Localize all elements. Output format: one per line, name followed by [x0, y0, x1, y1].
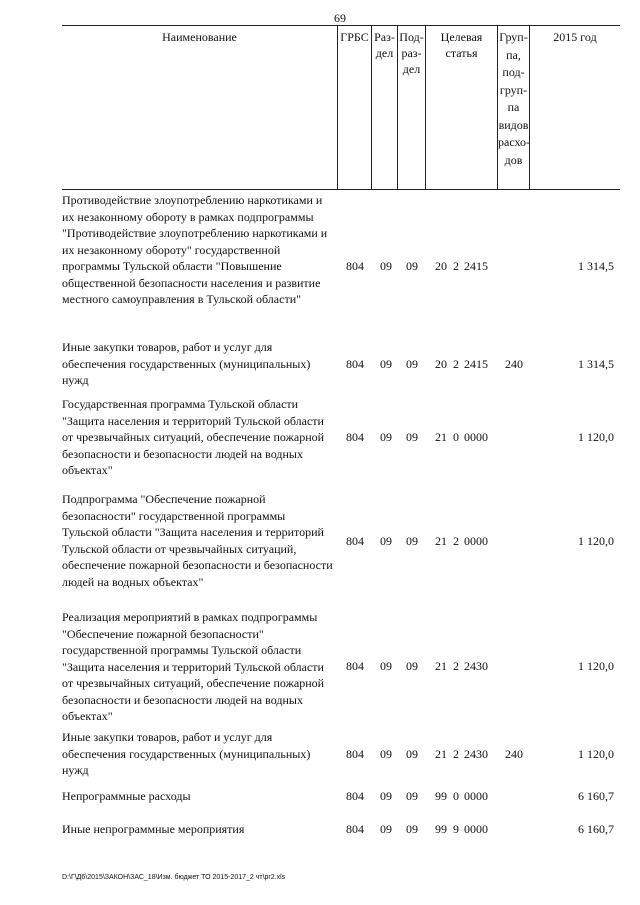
row-razdel: 09	[380, 789, 392, 803]
row-razdel: 09	[380, 534, 392, 548]
row-grbs: 804	[346, 822, 364, 836]
header-razdel: Раз- дел	[372, 26, 398, 189]
row-cs-subprogram: 9	[453, 822, 459, 836]
row-amount: 6 160,7	[578, 789, 614, 803]
row-cs-program: 21	[435, 534, 447, 548]
header-grbs: ГРБС	[338, 26, 372, 189]
row-name: Реализация мероприятий в рамках подпрограммы "Обеспечение пожарной безопасности" государственной программы Тульской области "Защита населения и территорий Тульской области от чрезвычайных ситуаций, обеспечение пожарной безопасности и безопасности людей на водных объектах"	[62, 610, 325, 723]
row-name: Подпрограмма "Обеспечение пожарной безопасности" государственной программы Тульской области "Защита населения и территорий Тульской области от чрезвычайных ситуаций, обеспечение пожарной безопасности и безопасности людей на водных объектах"	[62, 492, 333, 589]
row-grbs: 804	[346, 259, 364, 273]
row-cs-code: 0000	[464, 789, 488, 803]
row-razdel: 09	[380, 659, 392, 673]
row-razdel: 09	[380, 747, 392, 761]
header-podrazdel: Под- раз- дел	[398, 26, 426, 189]
row-razdel: 09	[380, 259, 392, 273]
header-name: Наименование	[62, 26, 338, 189]
row-name: Иные закупки товаров, работ и услуг для обеспечения государственных (муниципальных) нужд	[62, 730, 311, 777]
row-cs-program: 20	[435, 357, 447, 371]
row-cs-program: 99	[435, 822, 447, 836]
row-name: Непрограммные расходы	[62, 789, 191, 803]
table-header	[62, 25, 620, 190]
row-cs-subprogram: 2	[453, 747, 459, 761]
row-podrazdel: 09	[406, 430, 418, 444]
header-celevaya-statya: Целевая статья	[426, 26, 498, 189]
row-grbs: 804	[346, 430, 364, 444]
row-podrazdel: 09	[406, 534, 418, 548]
row-grbs: 804	[346, 357, 364, 371]
row-cs-code: 2430	[464, 659, 488, 673]
row-amount: 1 314,5	[578, 357, 614, 371]
row-grbs: 804	[346, 747, 364, 761]
row-cs-program: 21	[435, 659, 447, 673]
row-amount: 6 160,7	[578, 822, 614, 836]
row-cs-subprogram: 0	[453, 430, 459, 444]
row-razdel: 09	[380, 357, 392, 371]
row-vr: 240	[505, 747, 523, 761]
row-cs-code: 2430	[464, 747, 488, 761]
row-cs-code: 0000	[464, 430, 488, 444]
row-cs-code: 2415	[464, 259, 488, 273]
row-podrazdel: 09	[406, 747, 418, 761]
row-podrazdel: 09	[406, 659, 418, 673]
row-cs-program: 21	[435, 430, 447, 444]
row-podrazdel: 09	[406, 357, 418, 371]
file-path-footer: D:\Г\Д6\2015\ЗАКОН\ЗАС_18\Изм. бюджет ТО 2015-2017_2 чт\pr2.xls	[62, 874, 286, 881]
row-name: Государственная программа Тульской области "Защита населения и территорий Тульской области от чрезвычайных ситуаций, обеспечение пожарной безопасности и безопасности людей на водных объектах"	[62, 397, 325, 477]
row-cs-subprogram: 2	[453, 357, 459, 371]
row-cs-subprogram: 0	[453, 789, 459, 803]
row-cs-program: 20	[435, 259, 447, 273]
row-amount: 1 314,5	[578, 259, 614, 273]
page-number: 69	[334, 11, 346, 25]
row-podrazdel: 09	[406, 259, 418, 273]
row-cs-subprogram: 2	[453, 534, 459, 548]
row-amount: 1 120,0	[578, 659, 614, 673]
row-grbs: 804	[346, 789, 364, 803]
row-cs-code: 0000	[464, 822, 488, 836]
header-gruppa-vidov-rashodov: Груп- па, под- груп- па видов расхо- дов	[498, 26, 530, 189]
row-razdel: 09	[380, 822, 392, 836]
row-amount: 1 120,0	[578, 747, 614, 761]
row-cs-code: 2415	[464, 357, 488, 371]
row-grbs: 804	[346, 534, 364, 548]
row-vr: 240	[505, 357, 523, 371]
row-grbs: 804	[346, 659, 364, 673]
row-cs-subprogram: 2	[453, 659, 459, 673]
row-cs-code: 0000	[464, 534, 488, 548]
row-podrazdel: 09	[406, 822, 418, 836]
row-podrazdel: 09	[406, 789, 418, 803]
row-name: Иные непрограммные мероприятия	[62, 822, 245, 836]
row-cs-subprogram: 2	[453, 259, 459, 273]
row-cs-program: 21	[435, 747, 447, 761]
row-cs-program: 99	[435, 789, 447, 803]
header-year: 2015 год	[553, 30, 597, 44]
row-name: Противодействие злоупотреблению наркотиками и их незаконному обороту в рамках подпрограммы "Противодействие злоупотреблению наркотиками и их незаконному обороту" государственной программы Тульской области "Повышение общественной безопасности населения и развитие местного самоуправления в Тульской области"	[62, 193, 328, 306]
row-amount: 1 120,0	[578, 430, 614, 444]
row-amount: 1 120,0	[578, 534, 614, 548]
row-name: Иные закупки товаров, работ и услуг для обеспечения государственных (муниципальных) нужд	[62, 340, 311, 387]
row-razdel: 09	[380, 430, 392, 444]
